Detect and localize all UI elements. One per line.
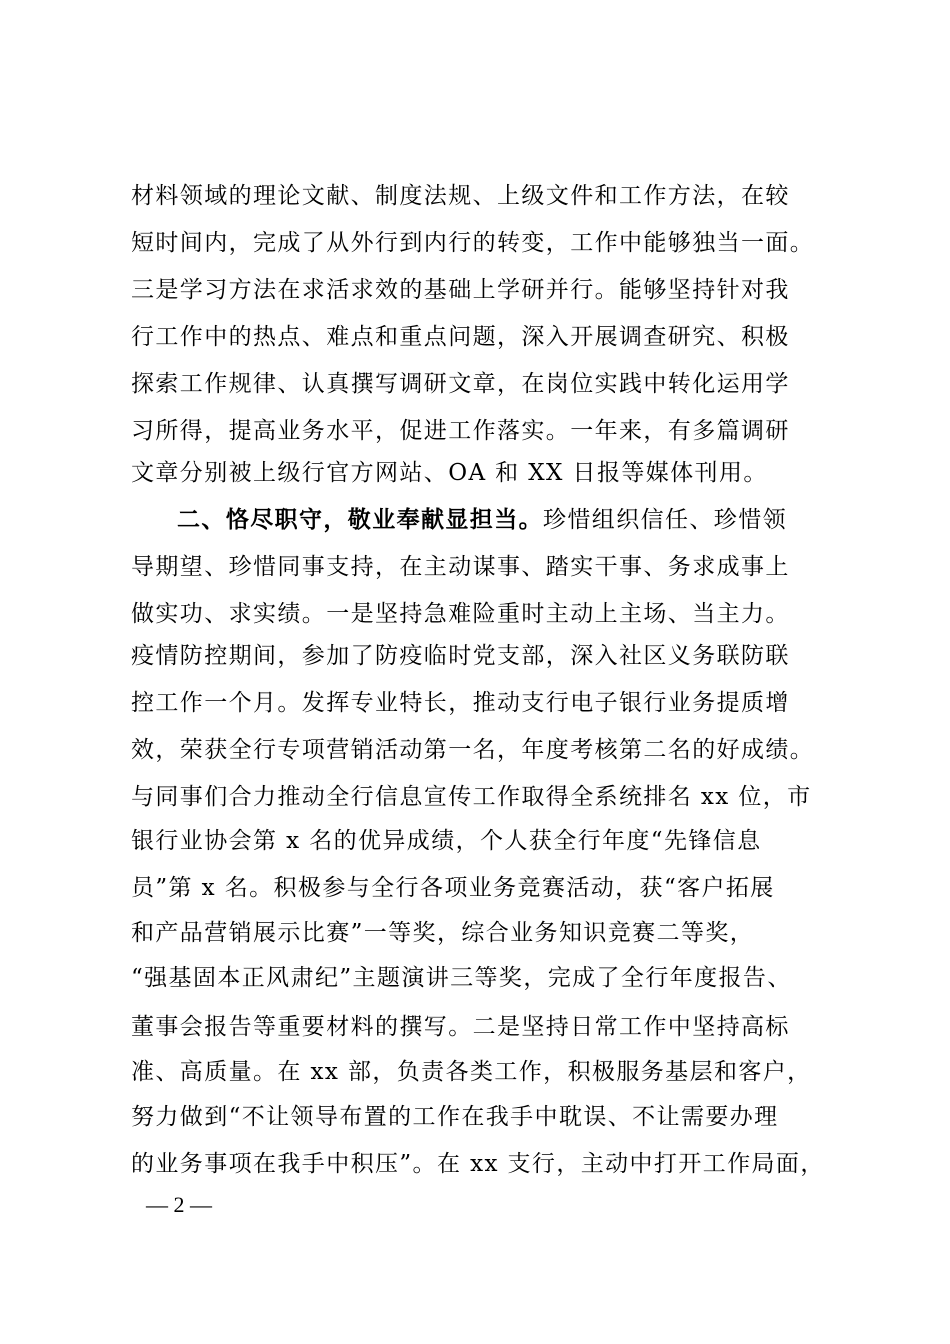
text-line: 准、高质量。在 xx 部，负责各类工作，积极服务基层和客户， [131, 1059, 812, 1085]
text-line: 效，荣获全行专项营销活动第一名，年度考核第二名的好成绩。 [131, 737, 815, 763]
paragraph-heading-line [177, 505, 831, 535]
text-span: 珍惜组织信任、珍惜领 [543, 507, 787, 533]
text-line: 控工作一个月。发挥专业特长，推动支行电子银行业务提质增 [131, 690, 790, 716]
page-number: — 2 — [146, 1192, 212, 1217]
text-line: 探索工作规律、认真撰写调研文章，在岗位实践中转化运用学 [131, 371, 790, 397]
text-line: 与同事们合力推动全行信息宣传工作取得全系统排名 xx 位，市 [131, 784, 812, 810]
text-line: “强基固本正风肃纪”主题演讲三等奖，完成了全行年度报告、 [131, 965, 792, 991]
text-line: 材料领域的理论文献、制度法规、上级文件和工作方法，在较 [131, 183, 790, 209]
text-line: 董事会报告等重要材料的撰写。二是坚持日常工作中坚持高标 [131, 1014, 790, 1040]
text-line: 三是学习方法在求活求效的基础上学研并行。能够坚持针对我 [131, 277, 790, 303]
text-line: 行工作中的热点、难点和重点问题，深入开展调查研究、积极 [131, 324, 790, 350]
text-line: 导期望、珍惜同事支持，在主动谋事、踏实干事、务求成事上 [131, 554, 790, 580]
text-line: 员”第 x 名。积极参与全行各项业务竞赛活动，获“客户拓展 [131, 875, 775, 901]
text-line: 的业务事项在我手中积压”。在 xx 支行，主动中打开工作局面， [131, 1151, 825, 1177]
text-line: 做实功、求实绩。一是坚持急难险重时主动上主场、当主力。 [131, 601, 790, 627]
section-heading: 二、恪尽职守，敬业奉献显担当。 [177, 507, 543, 533]
text-line: 努力做到“不让领导布置的工作在我手中耽误、不让需要办理 [131, 1104, 779, 1130]
text-line: 和产品营销展示比赛”一等奖，综合业务知识竞赛二等奖， [131, 920, 755, 946]
text-line: 银行业协会第 x 名的优异成绩，个人获全行年度“先锋信息 [131, 828, 762, 854]
text-line: 短时间内，完成了从外行到内行的转变，工作中能够独当一面。 [131, 230, 815, 256]
text-line: 文章分别被上级行官方网站、OA 和 XX 日报等媒体刊用。 [131, 460, 768, 486]
text-line: 习所得，提高业务水平，促进工作落实。一年来，有多篇调研 [131, 418, 790, 444]
text-line: 疫情防控期间，参加了防疫临时党支部，深入社区义务联防联 [131, 643, 790, 669]
